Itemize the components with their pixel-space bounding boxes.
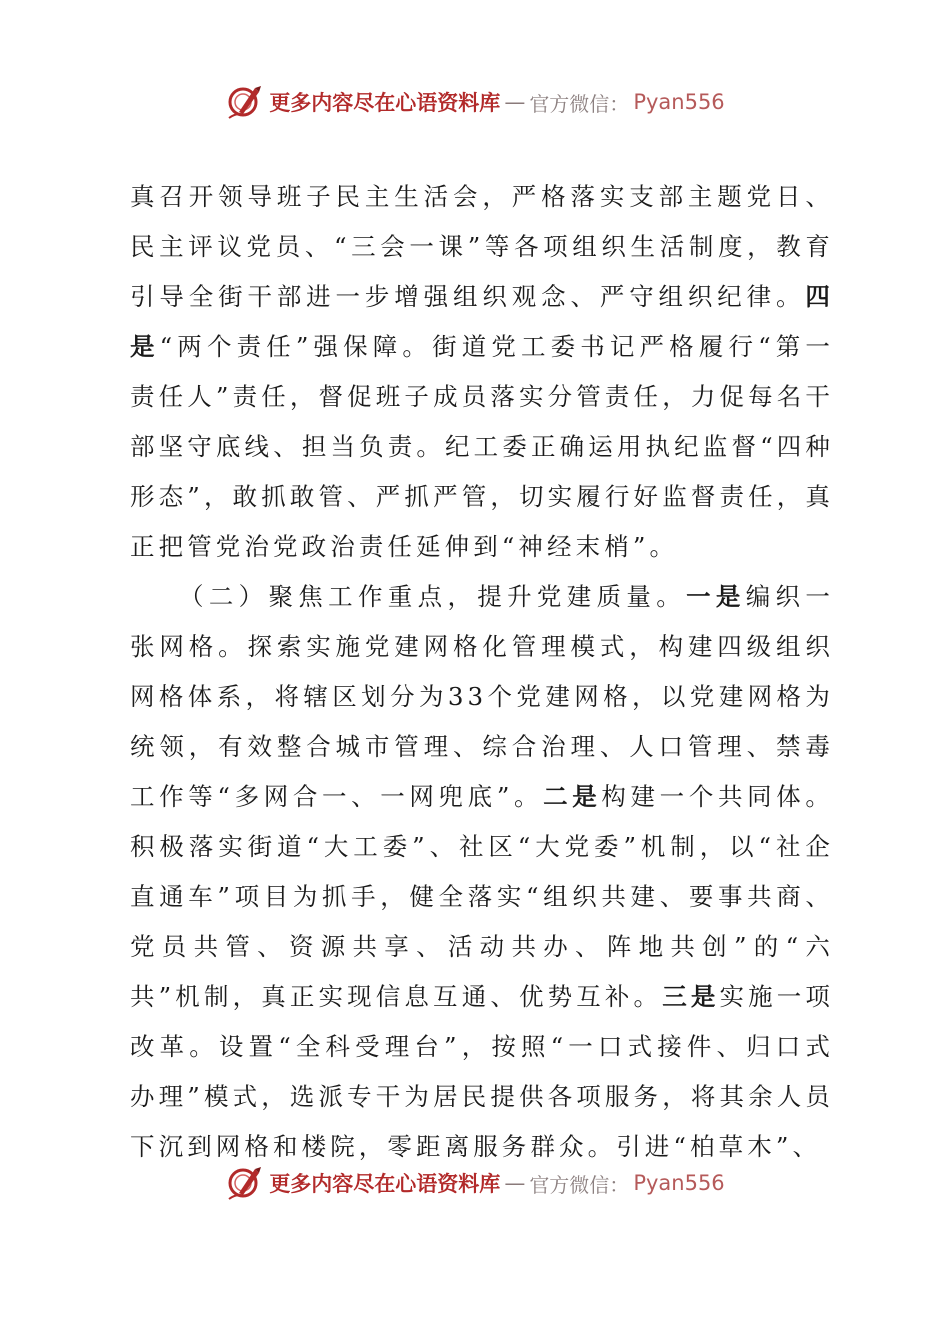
- paragraph-1-text-1: 真召开领导班子民主生活会，严格落实支部主题党日、民主评议党员、“三会一课”等各项组织生活制度，教育引导全街干部进一步增强组织观念、严守组织纪律。: [130, 182, 834, 311]
- banner-separator: —: [504, 1171, 526, 1195]
- paragraph-1-text-2: “两个责任”强保障。街道党工委书记严格履行“第一责任人”责任，督促班子成员落实分管责任，力促每名干部坚守底线、担当负责。纪工委正确运用执纪监督“四种形态”，敢抓敢管、严抓严管，切实履行好监督责任，真正把管党治党政治责任延伸到“神经末梢”。: [130, 332, 834, 561]
- wechat-label: 官方微信：: [529, 91, 630, 116]
- document-body: [130, 172, 834, 1172]
- paragraph-2-text-4: 实施一项改革。设置“全科受理台”，按照“一口式接件、归口式办理”模式，选派专干为居民提供各项服务，将其余人员下沉到网格和楼院，零距离服务群众。引进“柏草木”、: [130, 982, 834, 1161]
- paragraph-1: [130, 172, 834, 572]
- paragraph-2-text-1: （二）聚焦工作重点，提升党建质量。: [179, 582, 687, 611]
- pen-nib-logo-icon: [225, 82, 265, 122]
- wechat-id: Pyan556: [633, 90, 725, 114]
- brand-text: 更多内容尽在心语资料库: [269, 1171, 501, 1196]
- footer-banner: [0, 1159, 950, 1207]
- paragraph-2-keyword-1: 一是: [686, 582, 746, 611]
- paragraph-2-keyword-3: 三是: [662, 982, 720, 1011]
- paragraph-2-text-2: 编织一张网格。探索实施党建网格化管理模式，构建四级组织网格体系，将辖区划分为33个党建网格，以党建网格为统领，有效整合城市管理、综合治理、人口管理、禁毒工作等“多网合一、一网兜底”。: [130, 582, 834, 811]
- paragraph-2-keyword-2: 二是: [543, 782, 602, 811]
- wechat-label: 官方微信：: [529, 1172, 630, 1197]
- header-banner: [0, 78, 950, 126]
- banner-separator: —: [504, 90, 526, 114]
- pen-nib-logo-icon: [225, 1163, 265, 1203]
- paragraph-2-text-3: 构建一个共同体。积极落实街道“大工委”、社区“大党委”机制，以“社企直通车”项目为抓手，健全落实“组织共建、要事共商、党员共管、资源共享、活动共办、阵地共创”的“六共”机制，真正实现信息互通、优势互补。: [130, 782, 834, 1011]
- paragraph-1-keyword-4: 四是: [130, 282, 834, 361]
- wechat-id: Pyan556: [633, 1171, 725, 1195]
- header-banner-content: [225, 82, 724, 122]
- brand-text: 更多内容尽在心语资料库: [269, 90, 501, 115]
- footer-banner-content: [225, 1163, 724, 1203]
- paragraph-2: [130, 572, 834, 1172]
